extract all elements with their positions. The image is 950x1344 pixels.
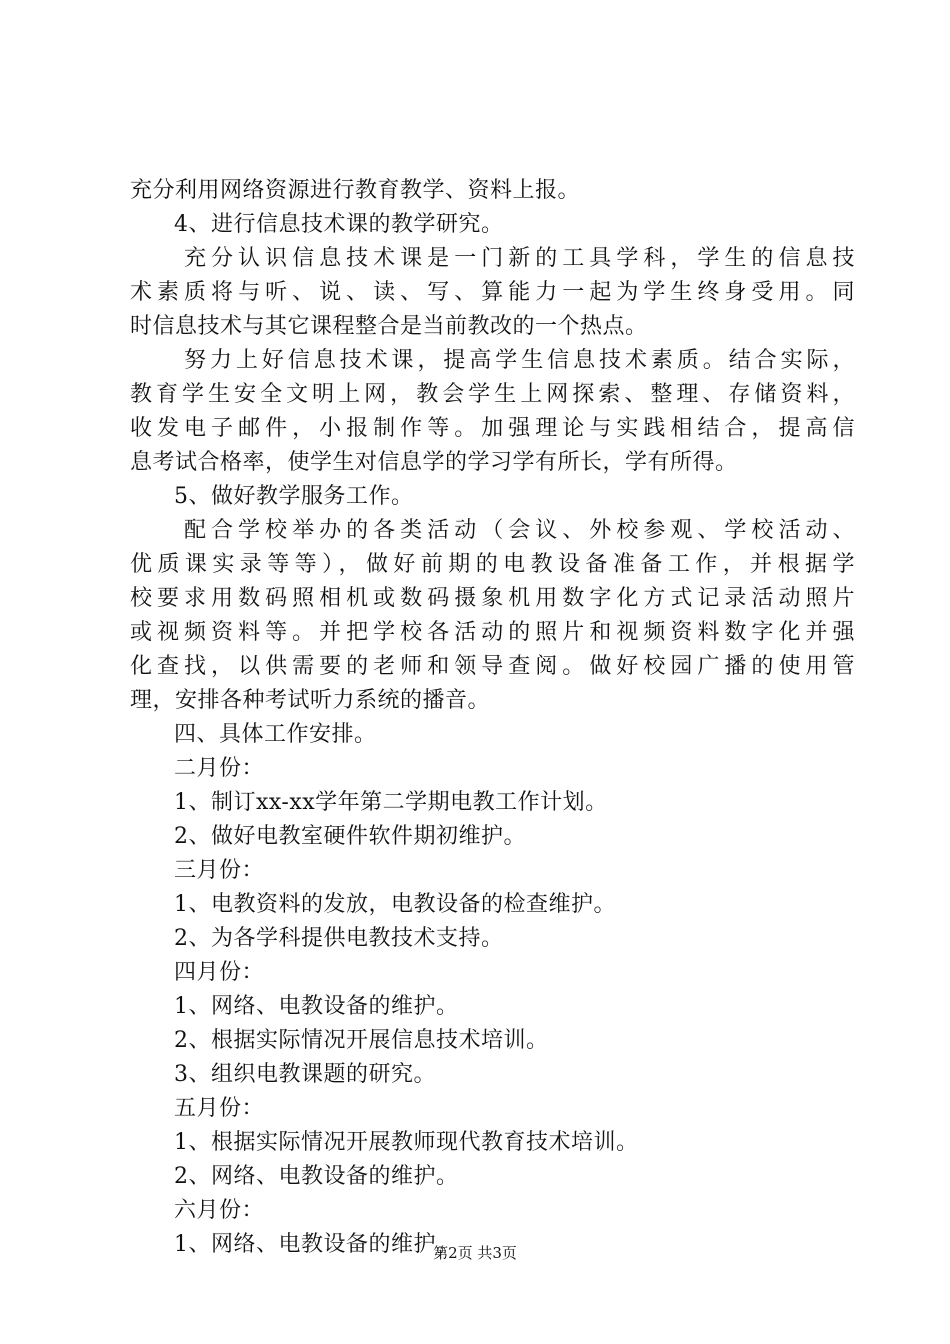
text-line: 三月份： xyxy=(174,858,265,883)
text-line: 教育学生安全文明上网，教会学生上网探索、整理、存储资料， xyxy=(130,382,855,407)
text-line: 理，安排各种考试听力系统的播音。 xyxy=(130,688,491,713)
text-line: 1、制订xx-xx学年第二学期电教工作计划。 xyxy=(174,790,608,815)
text-line: 3、组织电教课题的研究。 xyxy=(174,1062,436,1087)
document-body xyxy=(130,174,855,1262)
text-line: 六月份： xyxy=(174,1198,265,1223)
text-line: 1、电教资料的发放，电教设备的检查维护。 xyxy=(174,892,616,917)
text-line: 充分利用网络资源进行教育教学、资料上报。 xyxy=(130,178,581,203)
text-line: 四、具体工作安排。 xyxy=(174,722,377,747)
text-line: 充分认识信息技术课是一门新的工具学科，学生的信息技 xyxy=(184,246,855,271)
text-line: 1、网络、电教设备的维护。 xyxy=(174,1232,459,1257)
text-line: 2、做好电教室硬件软件期初维护。 xyxy=(174,824,526,849)
text-line: 1、根据实际情况开展教师现代教育技术培训。 xyxy=(174,1130,639,1155)
text-line: 五月份： xyxy=(174,1096,265,1121)
text-line: 时信息技术与其它课程整合是当前教改的一个热点。 xyxy=(130,314,648,339)
text-line: 四月份： xyxy=(174,960,265,985)
text-line: 息考试合格率，使学生对信息学的学习学有所长，学有所得。 xyxy=(130,450,738,475)
text-line: 2、为各学科提供电教技术支持。 xyxy=(174,926,504,951)
text-line: 优质课实录等等），做好前期的电教设备准备工作，并根据学 xyxy=(130,552,855,577)
text-line: 或视频资料等。并把学校各活动的照片和视频资料数字化并强 xyxy=(130,620,855,645)
text-line: 2、根据实际情况开展信息技术培训。 xyxy=(174,1028,549,1053)
text-line: 校要求用数码照相机或数码摄象机用数字化方式记录活动照片 xyxy=(130,586,855,611)
page-footer: 第2页 共3页 xyxy=(433,1244,517,1262)
text-line: 4、进行信息技术课的教学研究。 xyxy=(174,212,504,237)
text-line: 1、网络、电教设备的维护。 xyxy=(174,994,459,1019)
text-line: 2、网络、电教设备的维护。 xyxy=(174,1164,459,1189)
text-line: 术素质将与听、说、读、写、算能力一起为学生终身受用。同 xyxy=(130,280,855,305)
text-line: 收发电子邮件，小报制作等。加强理论与实践相结合，提高信 xyxy=(130,416,855,441)
text-line: 努力上好信息技术课，提高学生信息技术素质。结合实际， xyxy=(184,348,855,373)
text-line: 二月份： xyxy=(174,756,265,781)
text-line: 化查找，以供需要的老师和领导查阅。做好校园广播的使用管 xyxy=(130,654,855,679)
text-line: 配合学校举办的各类活动（会议、外校参观、学校活动、 xyxy=(184,518,855,543)
text-line: 5、做好教学服务工作。 xyxy=(174,484,414,509)
